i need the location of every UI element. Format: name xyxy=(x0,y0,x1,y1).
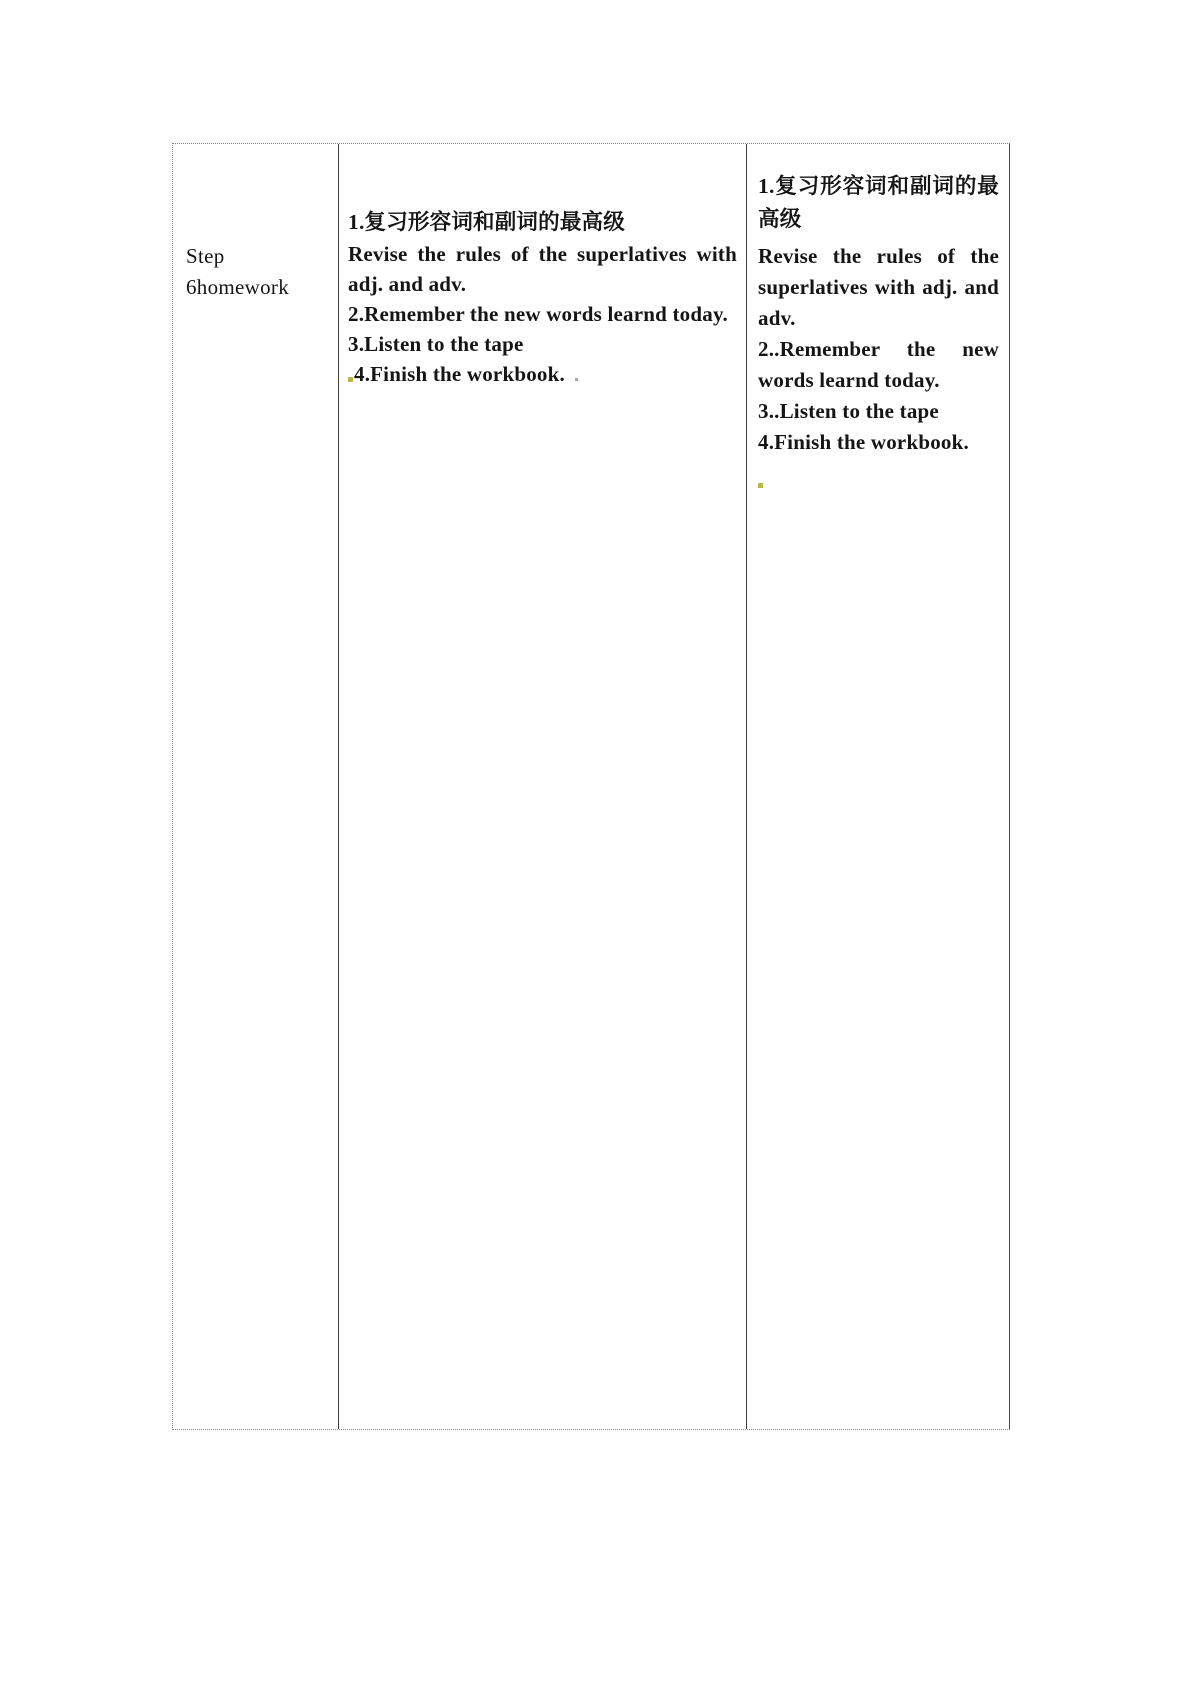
stray-mark-icon xyxy=(348,377,353,382)
stray-mark-icon xyxy=(758,483,763,488)
table-cell-student-activity xyxy=(747,144,1009,1429)
table-cell-step xyxy=(173,144,338,1429)
lesson-plan-table xyxy=(172,143,1010,1430)
homework-item-2-wrap-a: 2..Remember the new xyxy=(758,337,999,361)
homework-item-1-zh-wrap-a: 1.复习形容词和副词的最 xyxy=(758,174,999,198)
table-cell-teacher-activity xyxy=(338,144,747,1429)
homework-item-4-text: 4.Finish the workbook. xyxy=(354,362,565,386)
homework-item-1-en-a: Revise the rules of the superlatives with xyxy=(348,242,737,266)
homework-item-1-zh: 1.复习形容词和副词的最高级 xyxy=(348,210,625,234)
homework-item-2: 2.Remember the new words learnd today. xyxy=(348,302,728,326)
homework-item-1-en-wrap-a: Revise the rules of the xyxy=(758,244,999,268)
step-label-line-1: Step xyxy=(186,244,225,268)
homework-item-1-zh-wrap-b: 高级 xyxy=(758,207,802,231)
homework-item-1-en-wrap-b: superlatives with adj. and xyxy=(758,275,999,299)
stray-mark-line xyxy=(758,465,999,496)
paragraph-end-dot-icon xyxy=(575,378,578,381)
homework-item-1-en-wrap-c: adv. xyxy=(758,306,796,330)
homework-item-3: 3.Listen to the tape xyxy=(348,332,524,356)
homework-item-4 xyxy=(348,359,737,389)
homework-item-2-wrap-b: words learnd today. xyxy=(758,368,940,392)
step-label-line-2: 6homework xyxy=(186,275,290,299)
homework-item-4: 4.Finish the workbook. xyxy=(758,430,969,454)
homework-item-1-en-b: adj. and adv. xyxy=(348,272,467,296)
homework-item-3: 3..Listen to the tape xyxy=(758,399,939,423)
